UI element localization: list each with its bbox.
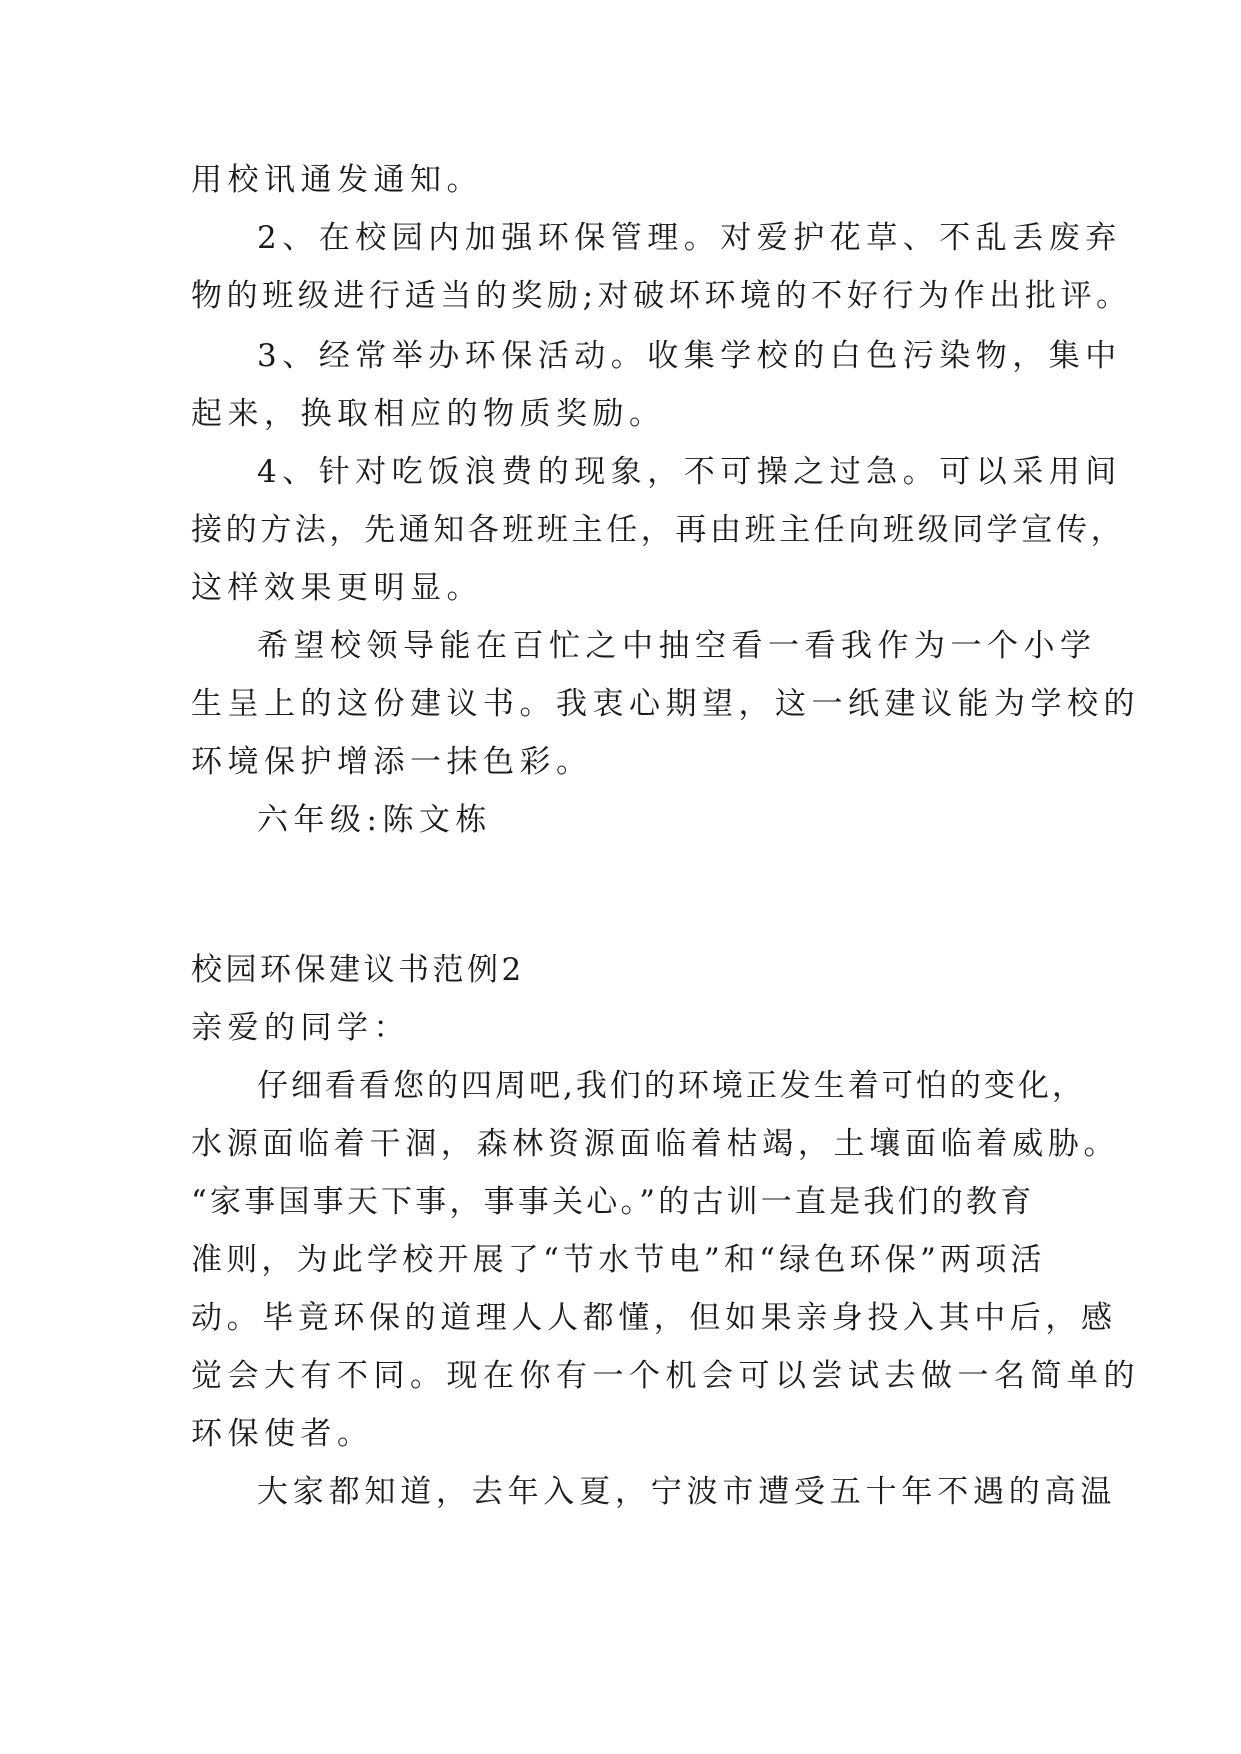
body-paragraph-line: 环保使者。 — [191, 1416, 374, 1452]
body-paragraph-line: 大家都知道，去年入夏，宁波市遭受五十年不遇的高温 — [257, 1474, 1117, 1510]
salutation: 亲爱的同学： — [191, 1010, 410, 1046]
section-title: 校园环保建议书范例2 — [191, 952, 525, 988]
list-item-4-line: 接的方法，先通知各班班主任，再由班主任向班级同学宣传， — [191, 512, 1126, 548]
body-paragraph-line: 仔细看看您的四周吧,我们的环境正发生着可怕的变化， — [257, 1068, 1086, 1104]
body-paragraph-line: “家事国事天下事，事事关心。”的古训一直是我们的教育 — [191, 1184, 1035, 1220]
paragraph-line: 用校讯通发通知。 — [191, 162, 483, 198]
list-item-3-line: 3、经常举办环保活动。收集学校的白色污染物，集中 — [257, 338, 1122, 374]
signature: 六年级:陈文栋 — [257, 802, 492, 838]
closing-paragraph-line: 环境保护增添一抹色彩。 — [191, 744, 593, 780]
list-item-3-line: 起来，换取相应的物质奖励。 — [191, 396, 666, 432]
list-item-2-line: 物的班级进行适当的奖励;对破坏环境的不好行为作出批评。 — [191, 278, 1132, 314]
body-paragraph-line: 水源面临着干涸，森林资源面临着枯竭，土壤面临着威胁。 — [191, 1126, 1120, 1162]
body-paragraph-line: 准则，为此学校开展了“节水节电”和“绿色环保”两项活 — [191, 1242, 1046, 1278]
body-paragraph-line: 动。毕竟环保的道理人人都懂，但如果亲身投入其中后，感 — [191, 1300, 1117, 1336]
list-item-4-line: 这样效果更明显。 — [191, 570, 483, 606]
list-item-2-line: 2、在校园内加强环保管理。对爱护花草、不乱丢废弃 — [257, 220, 1122, 256]
list-item-4-line: 4、针对吃饭浪费的现象，不可操之过急。可以采用间 — [257, 454, 1122, 490]
closing-paragraph-line: 生呈上的这份建议书。我衷心期望，这一纸建议能为学校的 — [191, 686, 1140, 722]
body-paragraph-line: 觉会大有不同。现在你有一个机会可以尝试去做一名简单的 — [191, 1358, 1140, 1394]
closing-paragraph-line: 希望校领导能在百忙之中抽空看一看我作为一个小学 — [257, 628, 1097, 664]
